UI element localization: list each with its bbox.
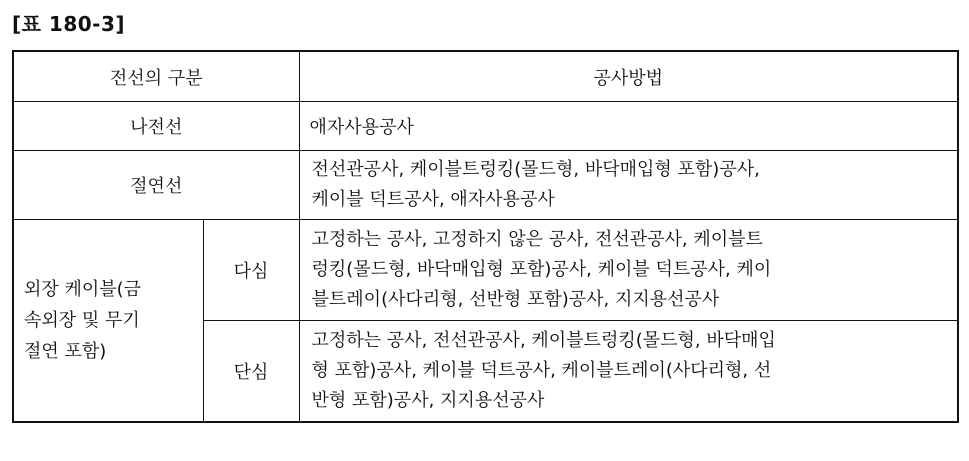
- method-line: 형 포함)공사, 케이블 덕트공사, 케이블트레이(사다리형, 선: [311, 360, 772, 381]
- method-insulated-wire: [299, 151, 958, 220]
- method-bare-wire: 애자사용공사: [299, 102, 958, 151]
- subtype-singlecore: 단심: [203, 321, 299, 423]
- category-line: 외장 케이블(금: [24, 279, 142, 300]
- table-row: [13, 220, 958, 321]
- method-line: 고정하는 공사, 전선관공사, 케이블트렁킹(몰드형, 바닥매입: [311, 330, 776, 351]
- subtype-multicore: 다심: [203, 220, 299, 321]
- table-caption: [표 180-3]: [12, 12, 126, 36]
- category-insulated-wire: 절연선: [13, 151, 299, 220]
- category-line: 절연 포함): [24, 341, 107, 362]
- method-singlecore: [299, 321, 958, 423]
- method-line: 전선관공사, 케이블트렁킹(몰드형, 바닥매입형 포함)공사,: [311, 159, 760, 180]
- method-multicore: [299, 220, 958, 321]
- header-construction-method: 공사방법: [299, 51, 958, 102]
- method-line: 케이블 덕트공사, 애자사용공사: [311, 189, 555, 210]
- wiring-method-table: [12, 50, 959, 423]
- category-sheathed-cable: [13, 220, 203, 423]
- category-line: 속외장 및 무기: [24, 310, 140, 331]
- category-bare-wire: 나전선: [13, 102, 299, 151]
- method-line: 블트레이(사다리형, 선반형 포함)공사, 지지용선공사: [311, 289, 720, 310]
- method-line: 렁킹(몰드형, 바닥매입형 포함)공사, 케이블 덕트공사, 케이: [311, 259, 772, 280]
- header-wire-type: 전선의 구분: [13, 51, 299, 102]
- method-line: 반형 포함)공사, 지지용선공사: [311, 390, 545, 411]
- table-row: [13, 102, 958, 151]
- table-row: [13, 151, 958, 220]
- method-line: 고정하는 공사, 고정하지 않은 공사, 전선관공사, 케이블트: [311, 229, 763, 250]
- table-header-row: [13, 51, 958, 102]
